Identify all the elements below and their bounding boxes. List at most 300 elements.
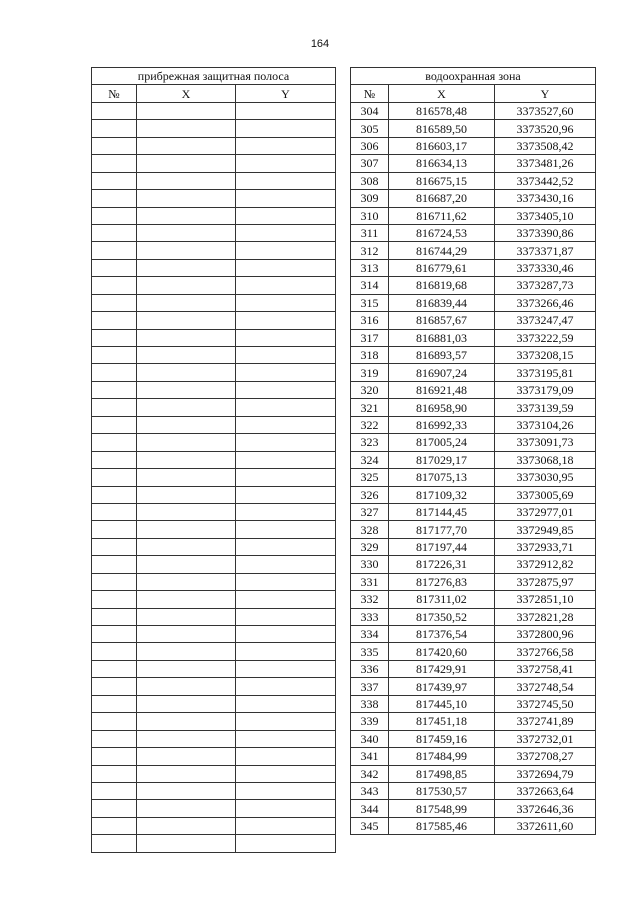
empty-cell [137, 312, 236, 329]
x-coordinate-cell: 817144,45 [389, 503, 495, 520]
x-coordinate-cell: 817276,83 [389, 573, 495, 590]
empty-cell [92, 277, 137, 294]
empty-cell [92, 782, 137, 799]
x-coordinate-cell: 817429,91 [389, 660, 495, 677]
empty-table-row [92, 312, 336, 329]
point-number-cell: 323 [351, 434, 389, 451]
coordinates-sheet [91, 67, 595, 842]
x-coordinate-cell: 817029,17 [389, 451, 495, 468]
empty-cell [236, 120, 336, 137]
column-header-x: X [137, 85, 236, 102]
y-coordinate-cell: 3372748,54 [495, 678, 596, 695]
empty-cell [137, 224, 236, 241]
empty-cell [236, 399, 336, 416]
point-number-cell: 304 [351, 102, 389, 119]
page-number: 164 [310, 38, 330, 50]
empty-table-row [92, 399, 336, 416]
empty-cell [137, 835, 236, 852]
empty-cell [236, 451, 336, 468]
empty-table-row [92, 381, 336, 398]
empty-cell [236, 660, 336, 677]
empty-table-row [92, 591, 336, 608]
x-coordinate-cell: 817197,44 [389, 538, 495, 555]
empty-table-row [92, 102, 336, 119]
table-row [351, 538, 596, 555]
empty-cell [92, 102, 137, 119]
table-row [351, 294, 596, 311]
empty-cell [92, 190, 137, 207]
empty-cell [137, 242, 236, 259]
table-row [351, 224, 596, 241]
table-row [351, 713, 596, 730]
x-coordinate-cell: 816687,20 [389, 190, 495, 207]
point-number-cell: 312 [351, 242, 389, 259]
table-gap [335, 67, 350, 842]
x-coordinate-cell: 817585,46 [389, 817, 495, 834]
x-coordinate-cell: 817420,60 [389, 643, 495, 660]
point-number-cell: 307 [351, 155, 389, 172]
empty-table-row [92, 242, 336, 259]
table-row [351, 259, 596, 276]
empty-cell [92, 259, 137, 276]
empty-cell [92, 207, 137, 224]
y-coordinate-cell: 3373005,69 [495, 486, 596, 503]
empty-cell [236, 155, 336, 172]
coastal-protection-strip-caption: прибрежная защитная полоса [92, 68, 336, 85]
empty-cell [92, 695, 137, 712]
x-coordinate-cell: 816857,67 [389, 312, 495, 329]
x-coordinate-cell: 816839,44 [389, 294, 495, 311]
point-number-cell: 329 [351, 538, 389, 555]
point-number-cell: 341 [351, 748, 389, 765]
x-coordinate-cell: 816589,50 [389, 120, 495, 137]
x-coordinate-cell: 816893,57 [389, 347, 495, 364]
table-row [351, 381, 596, 398]
empty-cell [137, 451, 236, 468]
table-row [351, 556, 596, 573]
x-coordinate-cell: 817445,10 [389, 695, 495, 712]
empty-cell [92, 765, 137, 782]
empty-cell [236, 434, 336, 451]
point-number-cell: 334 [351, 626, 389, 643]
table-row [351, 782, 596, 799]
empty-table-row [92, 277, 336, 294]
empty-table-row [92, 608, 336, 625]
empty-cell [92, 329, 137, 346]
empty-cell [137, 207, 236, 224]
empty-table-row [92, 329, 336, 346]
empty-cell [137, 556, 236, 573]
empty-cell [92, 573, 137, 590]
empty-cell [137, 259, 236, 276]
empty-table-row [92, 748, 336, 765]
empty-cell [92, 817, 137, 834]
table-row [351, 486, 596, 503]
empty-cell [137, 521, 236, 538]
table-row [351, 155, 596, 172]
empty-cell [137, 695, 236, 712]
empty-cell [236, 486, 336, 503]
empty-table-row [92, 556, 336, 573]
y-coordinate-cell: 3373247,47 [495, 312, 596, 329]
point-number-cell: 310 [351, 207, 389, 224]
empty-cell [137, 573, 236, 590]
empty-cell [137, 434, 236, 451]
x-coordinate-cell: 816992,33 [389, 416, 495, 433]
empty-cell [92, 503, 137, 520]
empty-cell [137, 643, 236, 660]
point-number-cell: 320 [351, 381, 389, 398]
x-coordinate-cell: 817075,13 [389, 469, 495, 486]
empty-cell [137, 782, 236, 799]
empty-cell [137, 137, 236, 154]
empty-table-row [92, 800, 336, 817]
table-row [351, 416, 596, 433]
empty-cell [236, 643, 336, 660]
y-coordinate-cell: 3372694,79 [495, 765, 596, 782]
empty-cell [137, 817, 236, 834]
empty-cell [92, 556, 137, 573]
empty-cell [236, 695, 336, 712]
empty-table-row [92, 259, 336, 276]
point-number-cell: 340 [351, 730, 389, 747]
point-number-cell: 322 [351, 416, 389, 433]
empty-cell [236, 364, 336, 381]
empty-cell [137, 190, 236, 207]
x-coordinate-cell: 817484,99 [389, 748, 495, 765]
empty-cell [92, 172, 137, 189]
empty-cell [236, 538, 336, 555]
y-coordinate-cell: 3373222,59 [495, 329, 596, 346]
x-coordinate-cell: 817530,57 [389, 782, 495, 799]
empty-cell [236, 817, 336, 834]
point-number-cell: 319 [351, 364, 389, 381]
empty-cell [236, 224, 336, 241]
empty-cell [92, 155, 137, 172]
point-number-cell: 335 [351, 643, 389, 660]
x-coordinate-cell: 817311,02 [389, 591, 495, 608]
empty-cell [137, 608, 236, 625]
y-coordinate-cell: 3373104,26 [495, 416, 596, 433]
table-row [351, 347, 596, 364]
empty-table-row [92, 835, 336, 852]
x-coordinate-cell: 816921,48 [389, 381, 495, 398]
table-row [351, 434, 596, 451]
y-coordinate-cell: 3373430,16 [495, 190, 596, 207]
empty-cell [137, 416, 236, 433]
empty-cell [236, 608, 336, 625]
empty-cell [137, 294, 236, 311]
table-row [351, 503, 596, 520]
table-row [351, 573, 596, 590]
point-number-cell: 332 [351, 591, 389, 608]
empty-cell [137, 800, 236, 817]
table-row [351, 312, 596, 329]
x-coordinate-cell: 817109,32 [389, 486, 495, 503]
empty-cell [92, 486, 137, 503]
y-coordinate-cell: 3372912,82 [495, 556, 596, 573]
point-number-cell: 313 [351, 259, 389, 276]
y-coordinate-cell: 3373068,18 [495, 451, 596, 468]
empty-cell [137, 765, 236, 782]
empty-cell [92, 137, 137, 154]
x-coordinate-cell: 816744,29 [389, 242, 495, 259]
y-coordinate-cell: 3373208,15 [495, 347, 596, 364]
point-number-cell: 317 [351, 329, 389, 346]
y-coordinate-cell: 3373179,09 [495, 381, 596, 398]
table-row [351, 678, 596, 695]
point-number-cell: 336 [351, 660, 389, 677]
point-number-cell: 342 [351, 765, 389, 782]
y-coordinate-cell: 3373481,26 [495, 155, 596, 172]
empty-cell [92, 626, 137, 643]
empty-cell [137, 172, 236, 189]
empty-table-row [92, 294, 336, 311]
table-row [351, 364, 596, 381]
empty-table-row [92, 573, 336, 590]
empty-cell [137, 469, 236, 486]
column-header-x: X [389, 85, 495, 102]
empty-cell [236, 765, 336, 782]
empty-cell [92, 591, 137, 608]
point-number-cell: 325 [351, 469, 389, 486]
x-coordinate-cell: 816675,15 [389, 172, 495, 189]
table-row [351, 399, 596, 416]
x-coordinate-cell: 817451,18 [389, 713, 495, 730]
empty-table-row [92, 678, 336, 695]
column-header-y: Y [236, 85, 336, 102]
x-coordinate-cell: 816603,17 [389, 137, 495, 154]
empty-cell [236, 678, 336, 695]
table-row [351, 695, 596, 712]
empty-cell [137, 102, 236, 119]
empty-cell [236, 416, 336, 433]
empty-cell [137, 364, 236, 381]
empty-table-row [92, 503, 336, 520]
x-coordinate-cell: 817459,16 [389, 730, 495, 747]
empty-cell [236, 242, 336, 259]
x-coordinate-cell: 816711,62 [389, 207, 495, 224]
empty-cell [92, 120, 137, 137]
empty-cell [236, 591, 336, 608]
empty-cell [92, 469, 137, 486]
empty-cell [92, 643, 137, 660]
point-number-cell: 345 [351, 817, 389, 834]
water-protection-zone-table [350, 67, 596, 835]
y-coordinate-cell: 3372875,97 [495, 573, 596, 590]
table-row [351, 120, 596, 137]
point-number-cell: 324 [351, 451, 389, 468]
table-row [351, 469, 596, 486]
empty-table-row [92, 364, 336, 381]
empty-cell [137, 399, 236, 416]
empty-table-row [92, 713, 336, 730]
empty-table-row [92, 469, 336, 486]
empty-table-row [92, 434, 336, 451]
table-row [351, 521, 596, 538]
table-row [351, 730, 596, 747]
table-row [351, 626, 596, 643]
empty-cell [236, 190, 336, 207]
empty-cell [137, 120, 236, 137]
empty-cell [92, 800, 137, 817]
empty-table-row [92, 643, 336, 660]
table-row [351, 591, 596, 608]
empty-cell [236, 835, 336, 852]
point-number-cell: 328 [351, 521, 389, 538]
table-row [351, 451, 596, 468]
empty-cell [92, 416, 137, 433]
empty-table-row [92, 155, 336, 172]
table-row [351, 172, 596, 189]
empty-cell [137, 748, 236, 765]
empty-cell [236, 137, 336, 154]
empty-cell [236, 800, 336, 817]
empty-cell [236, 347, 336, 364]
y-coordinate-cell: 3373527,60 [495, 102, 596, 119]
x-coordinate-cell: 816907,24 [389, 364, 495, 381]
y-coordinate-cell: 3373330,46 [495, 259, 596, 276]
empty-cell [137, 277, 236, 294]
empty-cell [137, 486, 236, 503]
y-coordinate-cell: 3373371,87 [495, 242, 596, 259]
y-coordinate-cell: 3373405,10 [495, 207, 596, 224]
table-row [351, 137, 596, 154]
empty-cell [236, 782, 336, 799]
y-coordinate-cell: 3372611,60 [495, 817, 596, 834]
table-row [351, 242, 596, 259]
y-coordinate-cell: 3373442,52 [495, 172, 596, 189]
empty-cell [92, 381, 137, 398]
x-coordinate-cell: 817548,99 [389, 800, 495, 817]
x-coordinate-cell: 817005,24 [389, 434, 495, 451]
water-protection-zone-caption: водоохранная зона [351, 68, 596, 85]
point-number-cell: 314 [351, 277, 389, 294]
point-number-cell: 309 [351, 190, 389, 207]
empty-cell [92, 730, 137, 747]
empty-cell [137, 626, 236, 643]
empty-cell [137, 538, 236, 555]
point-number-cell: 343 [351, 782, 389, 799]
empty-table-row [92, 765, 336, 782]
empty-table-row [92, 172, 336, 189]
x-coordinate-cell: 816779,61 [389, 259, 495, 276]
y-coordinate-cell: 3372741,89 [495, 713, 596, 730]
point-number-cell: 306 [351, 137, 389, 154]
column-header-y: Y [495, 85, 596, 102]
point-number-cell: 326 [351, 486, 389, 503]
empty-cell [236, 259, 336, 276]
point-number-cell: 331 [351, 573, 389, 590]
empty-cell [92, 538, 137, 555]
empty-table-row [92, 224, 336, 241]
empty-cell [92, 399, 137, 416]
empty-table-row [92, 695, 336, 712]
empty-table-row [92, 521, 336, 538]
empty-table-row [92, 416, 336, 433]
empty-cell [92, 364, 137, 381]
y-coordinate-cell: 3373266,46 [495, 294, 596, 311]
table-row [351, 660, 596, 677]
empty-table-row [92, 782, 336, 799]
empty-cell [236, 556, 336, 573]
empty-cell [236, 713, 336, 730]
point-number-cell: 330 [351, 556, 389, 573]
empty-table-row [92, 137, 336, 154]
y-coordinate-cell: 3372732,01 [495, 730, 596, 747]
x-coordinate-cell: 816881,03 [389, 329, 495, 346]
empty-cell [92, 451, 137, 468]
empty-table-row [92, 730, 336, 747]
table-row [351, 207, 596, 224]
empty-cell [137, 503, 236, 520]
empty-cell [236, 329, 336, 346]
y-coordinate-cell: 3372800,96 [495, 626, 596, 643]
empty-cell [92, 660, 137, 677]
empty-table-row [92, 486, 336, 503]
table-row [351, 608, 596, 625]
y-coordinate-cell: 3373390,86 [495, 224, 596, 241]
y-coordinate-cell: 3372758,41 [495, 660, 596, 677]
point-number-cell: 337 [351, 678, 389, 695]
empty-cell [236, 207, 336, 224]
point-number-cell: 327 [351, 503, 389, 520]
empty-table-row [92, 207, 336, 224]
point-number-cell: 338 [351, 695, 389, 712]
x-coordinate-cell: 817439,97 [389, 678, 495, 695]
empty-table-row [92, 538, 336, 555]
point-number-cell: 321 [351, 399, 389, 416]
x-coordinate-cell: 816724,53 [389, 224, 495, 241]
empty-cell [92, 678, 137, 695]
empty-cell [137, 155, 236, 172]
x-coordinate-cell: 816578,48 [389, 102, 495, 119]
empty-cell [92, 713, 137, 730]
empty-cell [92, 748, 137, 765]
point-number-cell: 305 [351, 120, 389, 137]
x-coordinate-cell: 816958,90 [389, 399, 495, 416]
point-number-cell: 333 [351, 608, 389, 625]
table-row [351, 748, 596, 765]
x-coordinate-cell: 816634,13 [389, 155, 495, 172]
y-coordinate-cell: 3372663,64 [495, 782, 596, 799]
y-coordinate-cell: 3372766,58 [495, 643, 596, 660]
y-coordinate-cell: 3373520,96 [495, 120, 596, 137]
empty-cell [236, 469, 336, 486]
point-number-cell: 308 [351, 172, 389, 189]
empty-cell [92, 608, 137, 625]
x-coordinate-cell: 817226,31 [389, 556, 495, 573]
empty-cell [236, 102, 336, 119]
empty-cell [236, 294, 336, 311]
column-header-number: № [351, 85, 389, 102]
y-coordinate-cell: 3372646,36 [495, 800, 596, 817]
point-number-cell: 318 [351, 347, 389, 364]
empty-cell [92, 312, 137, 329]
y-coordinate-cell: 3372949,85 [495, 521, 596, 538]
empty-cell [236, 381, 336, 398]
x-coordinate-cell: 817350,52 [389, 608, 495, 625]
empty-cell [92, 347, 137, 364]
point-number-cell: 315 [351, 294, 389, 311]
y-coordinate-cell: 3372708,27 [495, 748, 596, 765]
empty-cell [137, 347, 236, 364]
y-coordinate-cell: 3372745,50 [495, 695, 596, 712]
empty-cell [236, 277, 336, 294]
x-coordinate-cell: 817177,70 [389, 521, 495, 538]
empty-cell [92, 294, 137, 311]
point-number-cell: 311 [351, 224, 389, 241]
